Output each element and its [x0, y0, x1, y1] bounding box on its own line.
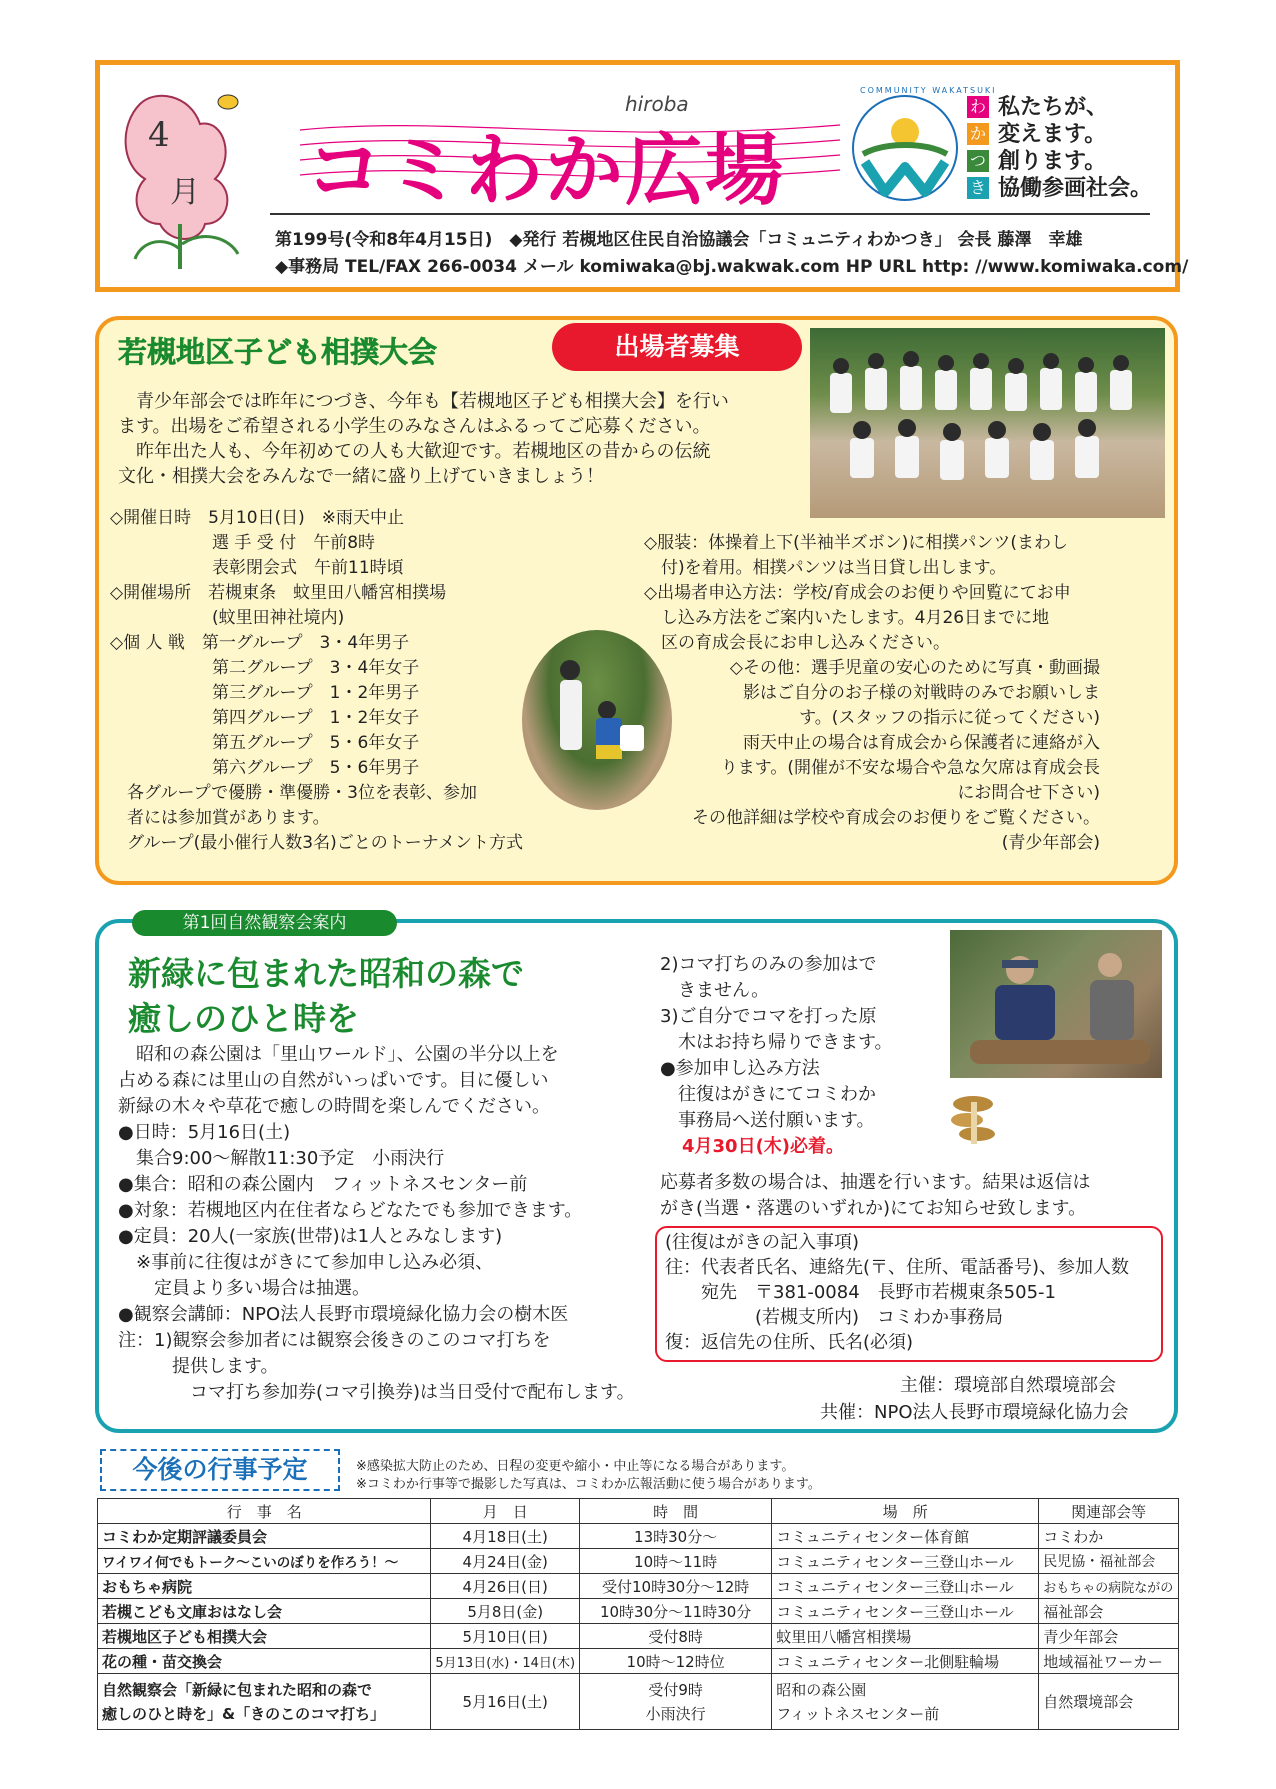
- detail-line: ◇個 人 戦 第一グループ 3・4年男子: [110, 633, 410, 653]
- table-row: [98, 1574, 1179, 1599]
- nature-line: 2)コマ打ちのみの参加はで: [660, 954, 877, 975]
- event-dept: 地域福祉ワーカー: [1039, 1649, 1179, 1674]
- sumo-details-left: [110, 506, 523, 856]
- sumo-group-photo: [810, 328, 1165, 518]
- host: 主催：環境部自然環境部会: [900, 1375, 1116, 1396]
- detail-line: ◇服装：体操着上下(半袖半ズボン)に相撲パンツ(まわし: [644, 533, 1068, 553]
- sumo-title: 若槻地区子ども相撲大会: [118, 335, 438, 369]
- event-time: 10時30分～11時30分: [580, 1599, 772, 1624]
- event-date: 5月13日(水)・14日(木): [431, 1649, 580, 1674]
- detail-line: 雨天中止の場合は育成会から保護者に連絡が入: [726, 733, 1100, 753]
- event-place: コミュニティセンター三登山ホール: [772, 1549, 1039, 1574]
- detail-line: 各グループで優勝・準優勝・3位を表彰、参加: [110, 783, 477, 803]
- nature-line: ●集合：昭和の森公園内 フィットネスセンター前: [118, 1174, 528, 1195]
- schedule-note: ※感染拡大防止のため、日程の変更や縮小・中止等になる場合があります。: [356, 1459, 795, 1474]
- month-kanji: 月: [170, 175, 200, 210]
- nature-line: ●日時：5月16日(土): [118, 1122, 291, 1143]
- sumo-intro-line: 文化・相撲大会をみんなで一緒に盛り上げていきましょう！: [118, 466, 604, 487]
- detail-line: 付)を着用。相撲パンツは当日貸し出します。: [644, 558, 1007, 578]
- nature-line: 定員より多い場合は抽選。: [118, 1278, 370, 1299]
- event-name: [98, 1674, 431, 1730]
- col-header: 行 事 名: [98, 1499, 431, 1524]
- detail-line: 第四グループ 1・2年女子: [110, 708, 420, 728]
- nature-line: 注：1)観察会参加者には観察会後きのこのコマ打ちを: [118, 1330, 551, 1351]
- table-row: [98, 1624, 1179, 1649]
- event-place: [772, 1674, 1039, 1730]
- mushroom-work-photo: [950, 930, 1162, 1078]
- kana-ka: か: [967, 123, 989, 145]
- event-place: コミュニティセンター三登山ホール: [772, 1599, 1039, 1624]
- event-date: 5月16日(土): [431, 1674, 580, 1730]
- event-place: コミュニティセンター体育館: [772, 1524, 1039, 1549]
- detail-line: し込み方法をご案内いたします。4月26日までに地: [644, 608, 1050, 628]
- col-header: 場 所: [772, 1499, 1039, 1524]
- community-emblem-logo: [845, 92, 965, 204]
- event-time: 受付10時30分～12時: [580, 1574, 772, 1599]
- mushroom-icon: [945, 1092, 1005, 1147]
- newsletter-subtitle: hiroba: [625, 92, 689, 116]
- nature-line: 集合9:00～解散11:30予定 小雨決行: [118, 1148, 445, 1169]
- nature-title: 癒しのひと時を: [128, 999, 359, 1038]
- nature-title: 新緑に包まれた昭和の森で: [128, 954, 524, 993]
- schedule-title: 今後の行事予定: [100, 1449, 340, 1491]
- event-dept: 民児協・福祉部会: [1039, 1549, 1179, 1574]
- event-time: 13時30分～: [580, 1524, 772, 1549]
- nature-line: 往復はがきにてコミわか: [660, 1084, 876, 1105]
- reply-line: 宛先 〒381-0084 長野市若槻東条505-1: [665, 1282, 1056, 1303]
- detail-line: ります。(開催が不安な場合や急な欠席は育成会長: [703, 758, 1100, 778]
- kana-tsu: つ: [967, 150, 989, 172]
- event-date: 5月8日(金): [431, 1599, 580, 1624]
- event-date: 4月18日(土): [431, 1524, 580, 1549]
- month-number: 4: [148, 115, 170, 155]
- event-time-line: 受付9時: [648, 1680, 703, 1699]
- event-time: [580, 1674, 772, 1730]
- col-header: 月 日: [431, 1499, 580, 1524]
- detail-line: 表彰閉会式 午前11時頃: [110, 558, 404, 578]
- nature-line: ●参加申し込み方法: [660, 1058, 820, 1079]
- slogan-line: 創ります。: [998, 149, 1107, 174]
- newsletter-title: コミわか広場: [305, 126, 786, 216]
- table-row: [98, 1524, 1179, 1549]
- slogan-line: 変えます。: [998, 122, 1107, 147]
- cohost: 共催：NPO法人長野市環境緑化協力会: [820, 1402, 1129, 1423]
- detail-line: 第二グループ 3・4年女子: [110, 658, 420, 678]
- nature-line: ※事前に往復はがきにて参加申し込み必須、: [118, 1252, 494, 1273]
- col-header: 時 間: [580, 1499, 772, 1524]
- event-name: コミわか定期評議委員会: [98, 1524, 431, 1549]
- detail-line: ◇開催日時 5月10日(日) ※雨天中止: [110, 508, 405, 528]
- sumo-sign: (青少年部会): [1001, 833, 1100, 853]
- nature-line: 木はお持ち帰りできます。: [660, 1032, 893, 1053]
- event-name-line: 癒しのひと時を」&「きのこのコマ打ち」: [102, 1704, 386, 1723]
- flower-mascot-illustration: [110, 84, 250, 274]
- detail-line: (蚊里田神社境内): [110, 608, 345, 628]
- office-info: ◆事務局 TEL/FAX 266-0034 メール komiwaka@bj.wakwak.com HP URL http: //www.komiwaka.com/: [275, 257, 1189, 277]
- kana-ki: き: [967, 177, 989, 199]
- deadline: 4月30日(木)必着。: [682, 1136, 845, 1157]
- sumo-intro-line: 青少年部会では昨年につづき、今年も【若槻地区子ども相撲大会】を行い: [118, 391, 729, 412]
- detail-line: ◇開催場所 若槻東条 蚊里田八幡宮相撲場: [110, 583, 447, 603]
- reply-line: (往復はがきの記入事項): [665, 1232, 860, 1253]
- event-name: 花の種・苗交換会: [98, 1649, 431, 1674]
- nature-line: 昭和の森公園は「里山ワールド」、公園の半分以上を: [118, 1044, 559, 1065]
- nature-line: きません。: [660, 980, 770, 1001]
- detail-line: 第五グループ 5・6年女子: [110, 733, 420, 753]
- sumo-match-photo: [522, 630, 672, 810]
- table-header-row: [98, 1499, 1179, 1524]
- event-date: 4月26日(日): [431, 1574, 580, 1599]
- kana-wa: わ: [967, 96, 989, 118]
- event-place: 蚊里田八幡宮相撲場: [772, 1624, 1039, 1649]
- event-date: 4月24日(金): [431, 1549, 580, 1574]
- table-row: [98, 1649, 1179, 1674]
- event-name: 若槻地区子ども相撲大会: [98, 1624, 431, 1649]
- table-row: [98, 1674, 1179, 1730]
- event-place: コミュニティセンター三登山ホール: [772, 1574, 1039, 1599]
- sumo-intro-line: 昨年出た人も、今年初めての人も大歓迎です。若槻地区の昔からの伝統: [118, 441, 711, 462]
- schedule-table: [97, 1498, 1179, 1730]
- sumo-details-other: [692, 656, 1100, 856]
- detail-line: す。(スタッフの指示に従ってください): [782, 708, 1100, 728]
- detail-line: 影はご自分のお子様の対戦時のみでお願いしま: [726, 683, 1100, 703]
- event-time: 10時～11時: [580, 1549, 772, 1574]
- issue-info: 第199号(令和8年4月15日) ◆発行 若槻地区住民自治協議会「コミュニティわかつき」 会長 藤澤 幸雄: [275, 230, 1083, 250]
- lottery-note: がき(当選・落選のいずれか)にてお知らせ致します。: [660, 1198, 1087, 1219]
- reply-line: (若槻支所内) コミわか事務局: [665, 1307, 1004, 1328]
- nature-line: 新緑の木々や草花で癒しの時間を楽しんでください。: [118, 1096, 550, 1117]
- nature-line: ●対象：若槻地区内在住者ならどなたでも参加できます。: [118, 1200, 583, 1221]
- nature-line: 事務局へ送付願います。: [660, 1110, 875, 1131]
- table-row: [98, 1599, 1179, 1624]
- event-dept: コミわか: [1039, 1524, 1179, 1549]
- table-row: [98, 1549, 1179, 1574]
- detail-line: 者には参加賞があります。: [110, 808, 330, 828]
- event-name: おもちゃ病院: [98, 1574, 431, 1599]
- nature-line: 3)ご自分でコマを打った原: [660, 1006, 877, 1027]
- col-header: 関連部会等: [1039, 1499, 1179, 1524]
- detail-line: ◇その他：選手児童の安心のために写真・動画撮: [729, 658, 1100, 678]
- event-time: 受付8時: [580, 1624, 772, 1649]
- detail-line: 区の育成会長にお申し込みください。: [644, 633, 950, 653]
- event-place-line: 昭和の森公園: [776, 1680, 867, 1699]
- nature-badge: 第1回自然観察会案内: [132, 910, 397, 936]
- detail-line: グループ(最小催行人数3名)ごとのトーナメント方式: [110, 833, 524, 853]
- event-date: 5月10日(日): [431, 1624, 580, 1649]
- slogan-line: 私たちが、: [998, 95, 1109, 120]
- event-time: 10時～12時位: [580, 1649, 772, 1674]
- nature-line: ●定員：20人(一家族(世帯)は1人とみなします): [118, 1226, 503, 1247]
- recruit-badge: 出場者募集: [552, 323, 802, 371]
- detail-line: 第六グループ 5・6年男子: [110, 758, 420, 778]
- schedule-note: ※コミわか行事等で撮影した写真は、コミわか広報活動に使う場合があります。: [356, 1477, 821, 1492]
- reply-line: 復：返信先の住所、氏名(必須): [665, 1332, 914, 1353]
- detail-line: 第三グループ 1・2年男子: [110, 683, 420, 703]
- detail-line: ◇出場者申込方法：学校/育成会のお便りや回覧にてお申: [644, 583, 1071, 603]
- emblem-text: COMMUNITY WAKATSUKI: [860, 86, 997, 95]
- reply-postcard-content: [665, 1230, 1129, 1355]
- detail-line: 選 手 受 付 午前8時: [110, 533, 376, 553]
- event-name: 若槻こども文庫おはなし会: [98, 1599, 431, 1624]
- event-name-line: 自然観察会「新緑に包まれた昭和の森で: [102, 1680, 373, 1699]
- event-dept: 自然環境部会: [1039, 1674, 1179, 1730]
- detail-line: その他詳細は学校や育成会のお便りをご覧ください。: [692, 808, 1100, 828]
- event-place-line: フィットネスセンター前: [776, 1704, 940, 1723]
- event-dept: おもちゃの病院ながの: [1039, 1574, 1179, 1599]
- sumo-details-right: [644, 531, 1071, 656]
- nature-details-right: [660, 952, 893, 1160]
- lottery-note: 応募者多数の場合は、抽選を行います。結果は返信は: [660, 1172, 1091, 1193]
- sumo-intro-line: ます。出場をご希望される小学生のみなさんはふるってご応募ください。: [118, 416, 711, 437]
- event-dept: 福祉部会: [1039, 1599, 1179, 1624]
- nature-line: コマ打ち参加券(コマ引換券)は当日受付で配布します。: [118, 1382, 635, 1403]
- reply-line: 往：代表者氏名、連絡先(〒、住所、電話番号)、参加人数: [665, 1257, 1130, 1278]
- event-place: コミュニティセンター北側駐輪場: [772, 1649, 1039, 1674]
- slogan-line: 協働参画社会。: [998, 176, 1153, 201]
- nature-line: 占める森には里山の自然がいっぱいです。目に優しい: [118, 1070, 549, 1091]
- nature-details-left: [118, 1042, 635, 1406]
- detail-line: にお問合せ下さい): [940, 783, 1100, 803]
- event-dept: 青少年部会: [1039, 1624, 1179, 1649]
- event-time-line: 小雨決行: [645, 1704, 706, 1723]
- header-divider: [270, 213, 1150, 215]
- nature-line: ●観察会講師：NPO法人長野市環境緑化協力会の樹木医: [118, 1304, 569, 1325]
- event-name: ワイワイ何でもトーク～こいのぼりを作ろう！～: [98, 1549, 431, 1574]
- nature-line: 提供します。: [118, 1356, 279, 1377]
